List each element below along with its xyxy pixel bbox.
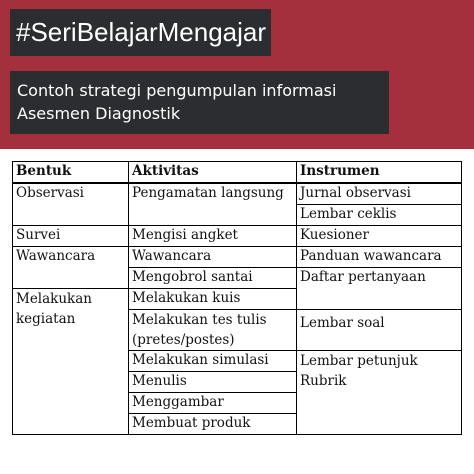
tes-tulis-line-2: (pretes/postes): [132, 332, 235, 348]
cell-instrumen-panduan: Panduan wawancara: [297, 247, 462, 268]
bentuk-melakukan-line-1: Melakukan: [16, 291, 92, 307]
cell-bentuk-survei: Survei: [13, 226, 129, 247]
cell-bentuk-wawancara: Wawancara: [13, 247, 129, 289]
cell-aktivitas-simulasi: Melakukan simulasi: [129, 351, 297, 372]
instrumen-petunjuk: Lembar petunjuk: [300, 353, 418, 369]
cell-instrumen-petunjuk-rubrik: [297, 351, 462, 435]
hashtag-banner: #SeriBelajarMengajar: [10, 9, 271, 56]
cell-aktivitas-menulis: Menulis: [129, 372, 297, 393]
cell-instrumen-daftar: Daftar pertanyaan: [297, 268, 462, 310]
cell-instrumen-ceklis: Lembar ceklis: [297, 205, 462, 226]
cell-bentuk-observasi: Observasi: [13, 183, 129, 226]
tes-tulis-line-1: Melakukan tes tulis: [132, 312, 267, 328]
cell-instrumen-jurnal: Jurnal observasi: [297, 183, 462, 205]
cell-instrumen-kuesioner: Kuesioner: [297, 226, 462, 247]
subtitle-banner: [10, 71, 389, 134]
header-instrumen: Instrumen: [297, 162, 462, 184]
cell-instrumen-lembar-soal: Lembar soal: [297, 310, 462, 351]
cell-aktivitas-pengamatan: Pengamatan langsung: [129, 183, 297, 226]
cell-aktivitas-menggambar: Menggambar: [129, 393, 297, 414]
header-aktivitas: Aktivitas: [129, 162, 297, 184]
cell-aktivitas-wawancara: Wawancara: [129, 247, 297, 268]
table-header-row: [13, 162, 462, 184]
cell-aktivitas-tes-tulis: [129, 310, 297, 351]
cell-aktivitas-produk: Membuat produk: [129, 414, 297, 435]
table-row: [13, 183, 462, 205]
instrumen-rubrik: Rubrik: [300, 373, 347, 389]
bentuk-melakukan-line-2: kegiatan: [16, 311, 76, 327]
subtitle-line-2: Asesmen Diagnostik: [17, 104, 181, 123]
table-row: [13, 247, 462, 268]
strategy-table: [12, 161, 462, 435]
subtitle-line-1: Contoh strategi pengumpulan informasi: [17, 81, 337, 100]
cell-aktivitas-kuis: Melakukan kuis: [129, 289, 297, 310]
header-bentuk: Bentuk: [13, 162, 129, 184]
cell-aktivitas-mengobrol: Mengobrol santai: [129, 268, 297, 289]
table-card: [0, 149, 474, 474]
table-row: [13, 226, 462, 247]
cell-aktivitas-angket: Mengisi angket: [129, 226, 297, 247]
cell-bentuk-melakukan-kegiatan: [13, 289, 129, 435]
